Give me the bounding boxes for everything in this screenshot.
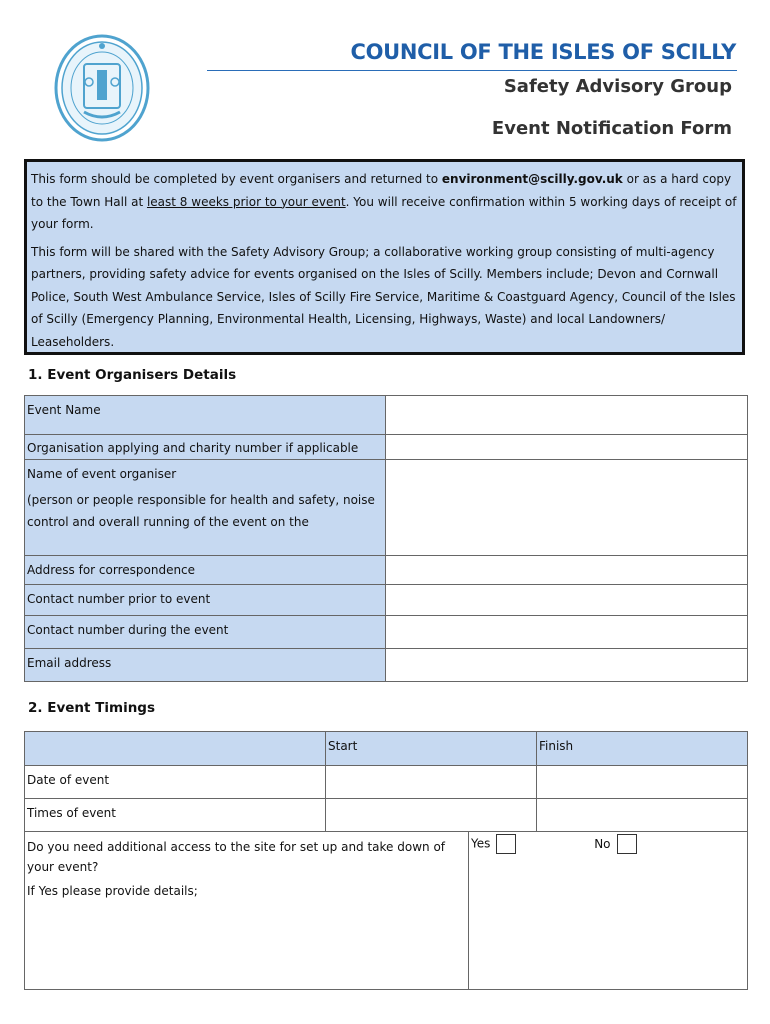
group-subtitle: Safety Advisory Group (503, 76, 732, 97)
form-title: Event Notification Form (491, 118, 732, 139)
intro-paragraph-2: This form will be shared with the Safety Advisory Group; a collaborative working group consisting of multi-agency partners, providing safety advice for events organised on the Isles of Scilly. Members include; Devon and Cornwall Police, South West Ambulance Service, Isles of Scilly Fire Service, Maritime & Coastguard Agency, Council of the Isles of Scilly (Emergency Planning, Environmental Health, Licensing, Highways, Waste) and local Landowners/ Leaseholders. (31, 244, 736, 349)
section1-heading: 1. Event Organisers Details (28, 367, 237, 383)
label-date: Date of event (25, 766, 326, 799)
deadline-text: least 8 weeks prior to your event (146, 194, 346, 209)
access-question-cell (25, 832, 469, 990)
label-organiser: Name of event organiser (person or people responsible for health and safety, noise control and overall running of the event on the (25, 460, 386, 556)
council-title: COUNCIL OF THE ISLES OF SCILLY (350, 40, 736, 64)
label-times: Times of event (25, 799, 326, 832)
input-organisation[interactable] (386, 435, 748, 460)
input-organiser[interactable] (386, 460, 748, 556)
col-finish: Finish (537, 732, 748, 766)
input-contact-prior[interactable] (386, 585, 748, 616)
title-divider (207, 70, 737, 71)
no-label: No (594, 836, 611, 851)
label-contact-during: Contact number during the event (25, 616, 386, 649)
no-checkbox[interactable] (617, 834, 637, 854)
input-time-start[interactable] (326, 799, 537, 832)
contact-email-link[interactable]: environment@scilly.gov.uk (441, 172, 623, 186)
input-event-name[interactable] (386, 396, 748, 435)
label-organisation: Organisation applying and charity number if applicable (25, 435, 386, 460)
input-time-finish[interactable] (537, 799, 748, 832)
section2-heading: 2. Event Timings (28, 700, 156, 716)
timings-header-blank (25, 732, 326, 766)
input-date-finish[interactable] (537, 766, 748, 799)
input-contact-during[interactable] (386, 616, 748, 649)
label-event-name: Event Name (25, 396, 386, 435)
col-start: Start (326, 732, 537, 766)
details-prompt: If Yes please provide details; (27, 884, 198, 898)
input-date-start[interactable] (326, 766, 537, 799)
yes-checkbox[interactable] (496, 834, 516, 854)
input-email[interactable] (386, 649, 748, 682)
intro-info-box (24, 159, 745, 355)
input-address[interactable] (386, 556, 748, 585)
access-question: Do you need additional access to the site for set up and take down of your event? (27, 840, 446, 874)
organiser-details-table (24, 395, 748, 682)
access-table (24, 831, 748, 990)
access-answer-cell[interactable] (469, 832, 748, 990)
label-address: Address for correspondence (25, 556, 386, 585)
yes-label: Yes (471, 836, 491, 851)
council-seal-logo (54, 34, 150, 142)
event-timings-table (24, 731, 748, 832)
intro-paragraph-1: This form should be completed by event organisers and returned to environment@scilly.gov.uk or as a hard copy to the Town Hall at least 8 weeks prior to your event. You will receive confirmation within 5 working days of receipt of your form. (31, 172, 737, 231)
label-email: Email address (25, 649, 386, 682)
label-contact-prior: Contact number prior to event (25, 585, 386, 616)
